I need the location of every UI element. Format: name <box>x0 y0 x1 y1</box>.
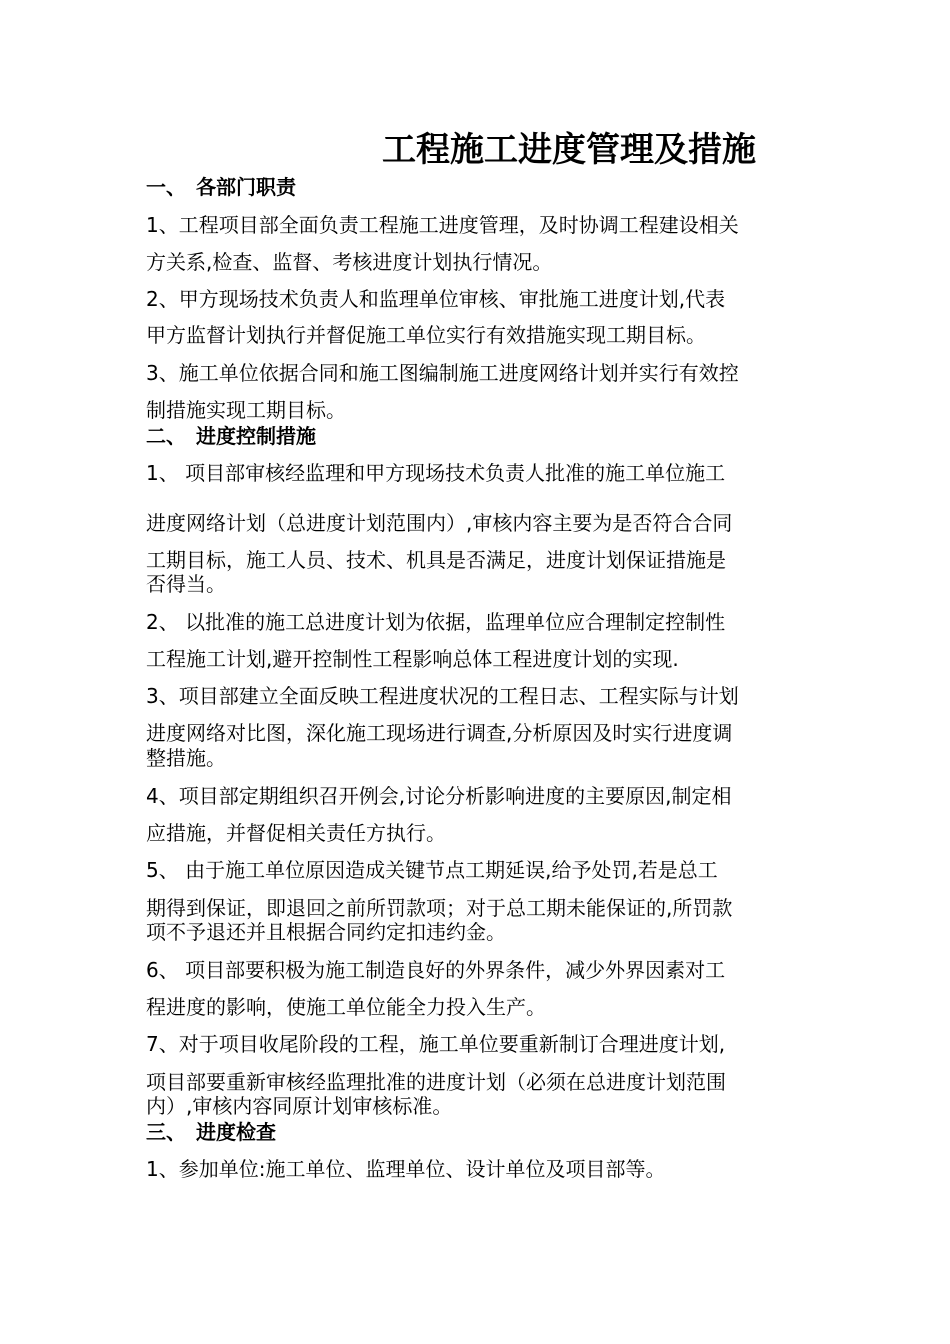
paragraph-line: 3、施工单位依据合同和施工图编制施工进度网络计划并实行有效控 <box>146 361 739 385</box>
section-number: 一、 <box>146 175 186 199</box>
paragraph-line: 2、甲方现场技术负责人和监理单位审核、审批施工进度计划,代表 <box>146 287 726 311</box>
paragraph-line: 2、 以批准的施工总进度计划为依据，监理单位应合理制定控制性 <box>146 610 726 634</box>
paragraph-line: 1、 项目部审核经监理和甲方现场技术负责人批准的施工单位施工 <box>146 461 726 485</box>
paragraph-line: 甲方监督计划执行并督促施工单位实行有效措施实现工期目标。 <box>146 323 706 347</box>
paragraph-line: 工程施工计划,避开控制性工程影响总体工程进度计划的实现. <box>146 647 679 671</box>
section-title: 进度检查 <box>196 1120 276 1144</box>
paragraph-line: 程进度的影响，使施工单位能全力投入生产。 <box>146 995 546 1019</box>
paragraph-line: 1、参加单位:施工单位、监理单位、设计单位及项目部等。 <box>146 1157 666 1181</box>
section-number: 三、 <box>146 1120 186 1144</box>
paragraph-line: 项不予退还并且根据合同约定扣违约金。 <box>146 920 506 944</box>
paragraph-line: 6、 项目部要积极为施工制造良好的外界条件，减少外界因素对工 <box>146 958 726 982</box>
document-title: 工程施工进度管理及措施 <box>382 130 756 170</box>
paragraph-line: 应措施，并督促相关责任方执行。 <box>146 821 446 845</box>
paragraph-line: 方关系,检查、监督、考核进度计划执行情况。 <box>146 250 553 274</box>
section-number: 二、 <box>146 424 186 448</box>
paragraph-line: 1、工程项目部全面负责工程施工进度管理，及时协调工程建设相关 <box>146 213 739 237</box>
section-heading-1 <box>146 175 296 199</box>
section-title: 各部门职责 <box>196 175 296 199</box>
paragraph-line: 期得到保证，即退回之前所罚款项；对于总工期未能保证的,所罚款 <box>146 896 733 920</box>
paragraph-line: 整措施。 <box>146 746 226 770</box>
paragraph-line: 进度网络计划（总进度计划范围内）,审核内容主要为是否符合合同 <box>146 511 733 535</box>
paragraph-line: 进度网络对比图，深化施工现场进行调查,分析原因及时实行进度调 <box>146 721 733 745</box>
paragraph-line: 制措施实现工期目标。 <box>146 398 346 422</box>
paragraph-line: 3、项目部建立全面反映工程进度状况的工程日志、工程实际与计划 <box>146 684 739 708</box>
paragraph-line: 内）,审核内容同原计划审核标准。 <box>146 1094 453 1118</box>
paragraph-line: 7、对于项目收尾阶段的工程，施工单位要重新制订合理进度计划, <box>146 1032 726 1056</box>
paragraph-line: 5、 由于施工单位原因造成关键节点工期延误,给予处罚,若是总工 <box>146 858 718 882</box>
paragraph-line: 否得当。 <box>146 572 226 596</box>
section-heading-2 <box>146 424 316 448</box>
paragraph-line: 4、项目部定期组织召开例会,讨论分析影响进度的主要原因,制定相 <box>146 784 732 808</box>
paragraph-line: 项目部要重新审核经监理批准的进度计划（必须在总进度计划范围 <box>146 1070 726 1094</box>
paragraph-line: 工期目标，施工人员、技术、机具是否满足，进度计划保证措施是 <box>146 548 726 572</box>
section-heading-3 <box>146 1120 276 1144</box>
section-title: 进度控制措施 <box>196 424 316 448</box>
